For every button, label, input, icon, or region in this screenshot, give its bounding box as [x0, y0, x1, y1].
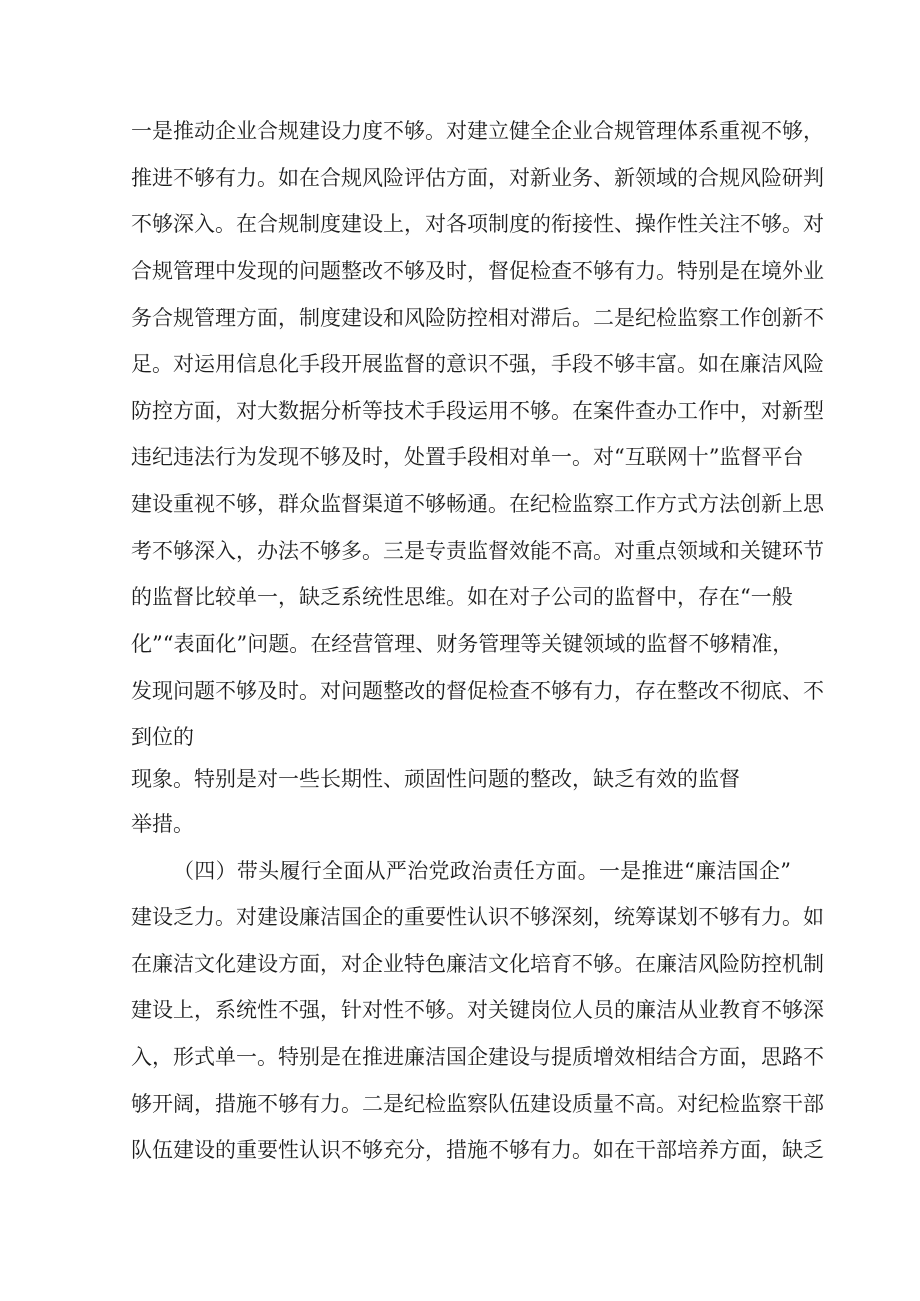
- text-line: 到位的: [131, 725, 194, 749]
- text-line: 务合规管理方面，制度建设和风险防控相对滞后。二是纪检监察工作创新不: [131, 306, 824, 330]
- text-line: 足。对运用信息化手段开展监督的意识不强，手段不够丰富。如在廉洁风险: [131, 352, 824, 376]
- text-line: 现象。特别是对一些长期性、顽固性问题的整改，缺乏有效的监督: [131, 767, 740, 791]
- text-line: 考不够深入，办法不够多。三是专责监督效能不高。对重点领域和关键环节: [131, 539, 824, 563]
- text-line: 队伍建设的重要性认识不够充分，措施不够有力。如在干部培养方面，缺乏: [131, 1138, 824, 1162]
- text-line: 违纪违法行为发现不够及时，处置手段相对单一。对“互联网十”监督平台: [131, 445, 804, 469]
- text-line: 化”“表面化”问题。在经营管理、财务管理等关键领域的监督不够精准，: [131, 632, 794, 656]
- text-line: 举措。: [131, 812, 194, 836]
- section-heading-line: （四）带头履行全面从严治党政治责任方面。一是推进“廉洁国企”: [173, 859, 791, 883]
- text-line: 推进不够有力。如在合规风险评估方面，对新业务、新领域的合规风险研判: [131, 166, 824, 190]
- text-line: 建设乏力。对建设廉洁国企的重要性认识不够深刻，统筹谋划不够有力。如: [131, 905, 824, 929]
- text-line: 的监督比较单一，缺乏系统性思维。如在对子公司的监督中，存在“一般: [131, 585, 793, 609]
- text-line: 够开阔，措施不够有力。二是纪检监察队伍建设质量不高。对纪检监察干部: [131, 1092, 824, 1116]
- text-line: 合规管理中发现的问题整改不够及时，督促检查不够有力。特别是在境外业: [131, 259, 824, 283]
- text-line: 建设上，系统性不强，针对性不够。对关键岗位人员的廉洁从业教育不够深: [131, 998, 824, 1022]
- text-line: 入，形式单一。特别是在推进廉洁国企建设与提质增效相结合方面，思路不: [131, 1045, 824, 1069]
- text-line: 建设重视不够，群众监督渠道不够畅通。在纪检监察工作方式方法创新上思: [131, 492, 824, 516]
- text-line: 在廉洁文化建设方面，对企业特色廉洁文化培育不够。在廉洁风险防控机制: [131, 952, 824, 976]
- text-line: 不够深入。在合规制度建设上，对各项制度的衔接性、操作性关注不够。对: [131, 212, 824, 236]
- text-line: 防控方面，对大数据分析等技术手段运用不够。在案件查办工作中，对新型: [131, 399, 824, 423]
- text-line: 发现问题不够及时。对问题整改的督促检查不够有力，存在整改不彻底、不: [131, 679, 824, 703]
- text-line: 一是推动企业合规建设力度不够。对建立健全企业合规管理体系重视不够，: [131, 119, 824, 143]
